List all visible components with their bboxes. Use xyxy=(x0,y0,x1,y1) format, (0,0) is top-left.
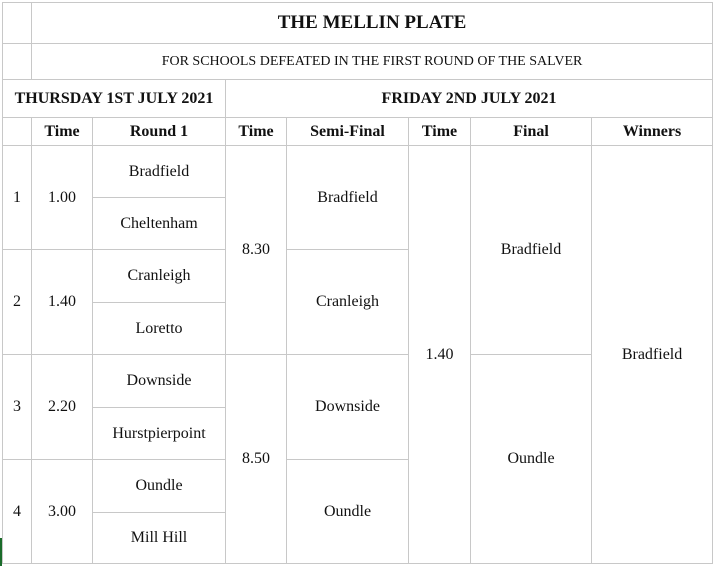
page-subtitle: FOR SCHOOLS DEFEATED IN THE FIRST ROUND OF THE SALVER xyxy=(32,44,713,80)
team-cell: Mill Hill xyxy=(93,513,226,564)
semi-finalist: Downside xyxy=(287,355,409,460)
corner-cell xyxy=(3,44,32,80)
match-number: 3 xyxy=(3,355,32,460)
match-number: 4 xyxy=(3,460,32,564)
mellin-plate-table xyxy=(2,2,713,564)
match-number: 1 xyxy=(3,146,32,250)
semi-finalist: Oundle xyxy=(287,460,409,564)
semi-time: 8.50 xyxy=(226,355,287,564)
team-cell: Bradfield xyxy=(93,146,226,198)
match-time: 1.40 xyxy=(32,250,93,355)
header-winners: Winners xyxy=(592,118,713,146)
semi-time: 8.30 xyxy=(226,146,287,355)
finalist: Bradfield xyxy=(471,146,592,355)
header-time-round1: Time xyxy=(32,118,93,146)
match-time: 3.00 xyxy=(32,460,93,564)
header-semi-final: Semi-Final xyxy=(287,118,409,146)
day-header-thursday: THURSDAY 1ST JULY 2021 xyxy=(3,80,226,118)
team-cell: Cheltenham xyxy=(93,198,226,250)
header-time-final: Time xyxy=(409,118,471,146)
team-cell: Oundle xyxy=(93,460,226,513)
team-cell: Cranleigh xyxy=(93,250,226,303)
corner-cell xyxy=(3,3,32,44)
page-title: THE MELLIN PLATE xyxy=(32,3,713,44)
header-final: Final xyxy=(471,118,592,146)
team-cell: Downside xyxy=(93,355,226,408)
team-cell: Loretto xyxy=(93,303,226,355)
text-cursor-marker xyxy=(0,538,6,566)
match-time: 2.20 xyxy=(32,355,93,460)
match-time: 1.00 xyxy=(32,146,93,250)
final-time: 1.40 xyxy=(409,146,471,564)
header-blank xyxy=(3,118,32,146)
finalist: Oundle xyxy=(471,355,592,564)
match-number: 2 xyxy=(3,250,32,355)
winner: Bradfield xyxy=(592,146,713,564)
semi-finalist: Cranleigh xyxy=(287,250,409,355)
team-cell: Hurstpierpoint xyxy=(93,408,226,460)
semi-finalist: Bradfield xyxy=(287,146,409,250)
header-time-semi: Time xyxy=(226,118,287,146)
day-header-friday: FRIDAY 2ND JULY 2021 xyxy=(226,80,713,118)
header-round1: Round 1 xyxy=(93,118,226,146)
